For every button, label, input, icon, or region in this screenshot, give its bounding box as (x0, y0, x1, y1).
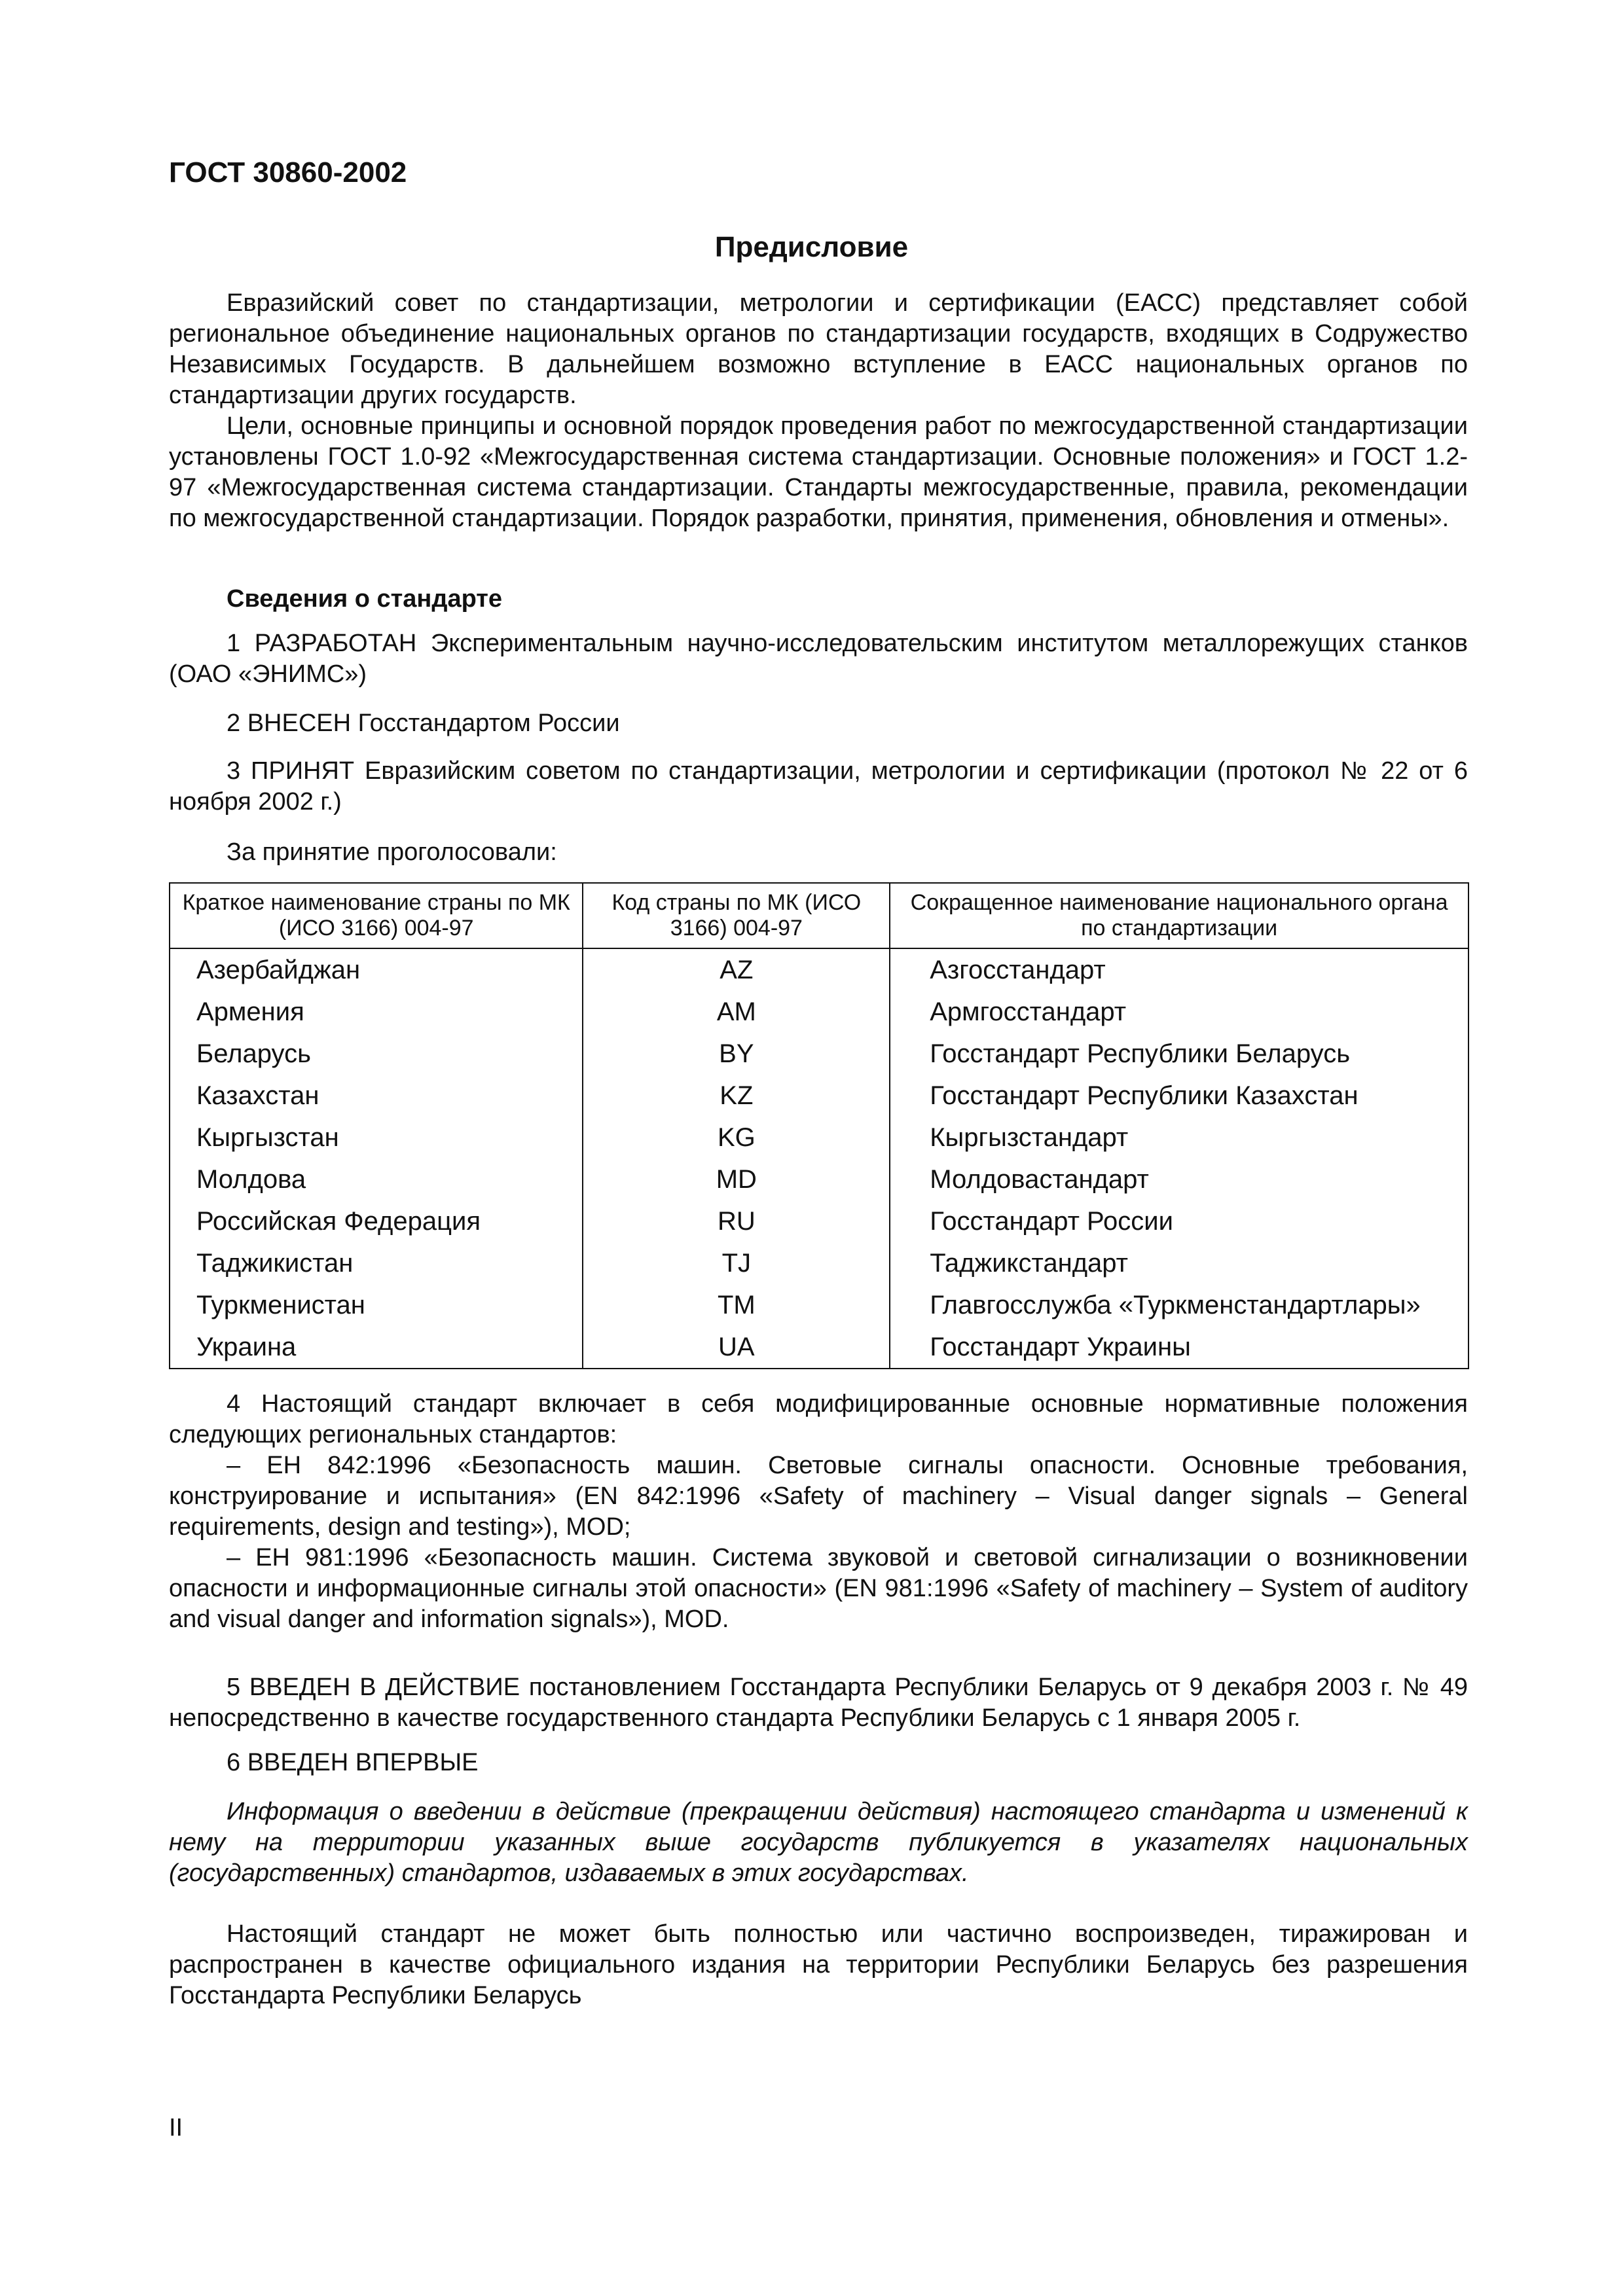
cell-country: Российская Федерация (170, 1200, 583, 1242)
table-row (170, 1284, 1468, 1326)
cell-org: Главгосслужба «Туркменстандартлары» (890, 1284, 1468, 1326)
info-note-block (169, 1797, 1468, 1889)
intro-paragraph-1: Евразийский совет по стандартизации, метрологии и сертификации (ЕАСС) представляет собой региональное объединение национальных органов по стандартизации государств, входящих в Содружество Независимых Государств. В дальнейшем возможно вступление в ЕАСС национальных органов по стандартизации других государств. (169, 289, 1468, 409)
cell-code: MD (583, 1158, 890, 1200)
table-row (170, 1117, 1468, 1158)
copyright-text: Настоящий стандарт не может быть полностью или частично воспроизведен, тиражирован и распространен в качестве официального издания на территории Республики Беларусь без разрешения Госстандарта Республики Беларусь (169, 1920, 1468, 2009)
item-6-text: 6 ВВЕДЕН ВПЕРВЫЕ (227, 1749, 479, 1776)
cell-country: Молдова (170, 1158, 583, 1200)
standard-item-2 (169, 708, 1468, 739)
cell-code: TM (583, 1284, 890, 1326)
cell-org: Кыргызстандарт (890, 1117, 1468, 1158)
cell-org: Госстандарт Республики Беларусь (890, 1033, 1468, 1075)
column-header-country: Краткое наименование страны по МК (ИСО 3166) 004-97 (170, 883, 583, 948)
standard-item-3 (169, 756, 1468, 817)
table-row (170, 948, 1468, 991)
cell-code: KZ (583, 1075, 890, 1117)
cell-country: Армения (170, 991, 583, 1033)
item-4-lead: 4 Настоящий стандарт включает в себя модифицированные основные нормативные положения следующих региональных стандартов: (169, 1390, 1468, 1448)
cell-country: Кыргызстан (170, 1117, 583, 1158)
cell-org: Госстандарт Республики Казахстан (890, 1075, 1468, 1117)
voted-label: За принятие проголосовали: (227, 838, 557, 866)
cell-country: Туркменистан (170, 1284, 583, 1326)
cell-org: Госстандарт России (890, 1200, 1468, 1242)
cell-country: Казахстан (170, 1075, 583, 1117)
section-title: Предисловие (714, 231, 909, 263)
table-row (170, 1200, 1468, 1242)
intro-block (169, 288, 1468, 534)
standard-item-3-text: 3 ПРИНЯТ Евразийским советом по стандартизации, метрологии и сертификации (протокол № 22 от 6 ноября 2002 г.) (169, 757, 1468, 816)
item-4-block (169, 1389, 1468, 1635)
cell-code: TJ (583, 1242, 890, 1284)
item-5-block (169, 1672, 1468, 1734)
cell-code: BY (583, 1033, 890, 1075)
item-5-text: 5 ВВЕДЕН В ДЕЙСТВИЕ постановлением Госстандарта Республики Беларусь от 9 декабря 2003 г. № 49 непосредственно в качестве государственного стандарта Республики Беларусь с 1 января 2005 г. (169, 1674, 1468, 1732)
cell-org: Госстандарт Украины (890, 1326, 1468, 1369)
item-6-block (169, 1748, 1468, 1778)
intro-paragraph-2: Цели, основные принципы и основной порядок проведения работ по межгосударственной стандартизации установлены ГОСТ 1.0-92 «Межгосударственная система стандартизации. Основные положения» и ГОСТ 1.2-97 «Межгосударственная система стандартизации. Стандарты межгосударственные, правила, рекомендации по межгосударственной стандартизации. Порядок разработки, принятия, применения, обновления и отмены». (169, 412, 1468, 532)
cell-code: AM (583, 991, 890, 1033)
standard-item-1 (169, 628, 1468, 690)
cell-country: Украина (170, 1326, 583, 1369)
standard-item-2-text: 2 ВНЕСЕН Госстандартом России (227, 709, 620, 737)
cell-code: RU (583, 1200, 890, 1242)
table-row (170, 1242, 1468, 1284)
cell-country: Азербайджан (170, 948, 583, 991)
cell-org: Армгосстандарт (890, 991, 1468, 1033)
table-row (170, 1033, 1468, 1075)
document-code: ГОСТ 30860-2002 (169, 156, 407, 188)
page-number: II (169, 2114, 183, 2142)
table-row (170, 1158, 1468, 1200)
info-note-text: Информация о введении в действие (прекращении действия) настоящего стандарта и изменений к нему на территории указанных выше государств публикуется в указателях национальных (государственных) стандартов, издаваемых в этих государствах. (169, 1798, 1468, 1887)
table-header-row (170, 883, 1468, 948)
column-header-org: Сокращенное наименование национального органа по стандартизации (890, 883, 1468, 948)
cell-org: Молдовастандарт (890, 1158, 1468, 1200)
standard-item-1-text: 1 РАЗРАБОТАН Экспериментальным научно-исследовательским институтом металлорежущих станков (ОАО «ЭНИМС») (169, 630, 1468, 688)
copyright-block (169, 1919, 1468, 2011)
cell-org: Таджикстандарт (890, 1242, 1468, 1284)
item-4-entry-1: – ЕН 842:1996 «Безопасность машин. Световые сигналы опасности. Основные требования, конструирование и испытания» (EN 842:1996 «Safety of machinery – Visual danger signals – General requirements, design and testing»), MOD; (169, 1452, 1468, 1541)
member-countries-table (169, 882, 1469, 1369)
cell-country: Беларусь (170, 1033, 583, 1075)
cell-code: KG (583, 1117, 890, 1158)
table-row (170, 991, 1468, 1033)
cell-country: Таджикистан (170, 1242, 583, 1284)
cell-code: AZ (583, 948, 890, 991)
table-row (170, 1075, 1468, 1117)
cell-code: UA (583, 1326, 890, 1369)
item-4-entry-2: – ЕН 981:1996 «Безопасность машин. Система звуковой и световой сигнализации о возникновении опасности и информационные сигналы этой опасности» (EN 981:1996 «Safety of machinery – System of auditory and visual danger and information signals»), MOD. (169, 1544, 1468, 1633)
standard-info-heading: Сведения о стандарте (227, 585, 503, 613)
cell-org: Азгосстандарт (890, 948, 1468, 991)
table-row (170, 1326, 1468, 1369)
column-header-code: Код страны по МК (ИСО 3166) 004-97 (583, 883, 890, 948)
